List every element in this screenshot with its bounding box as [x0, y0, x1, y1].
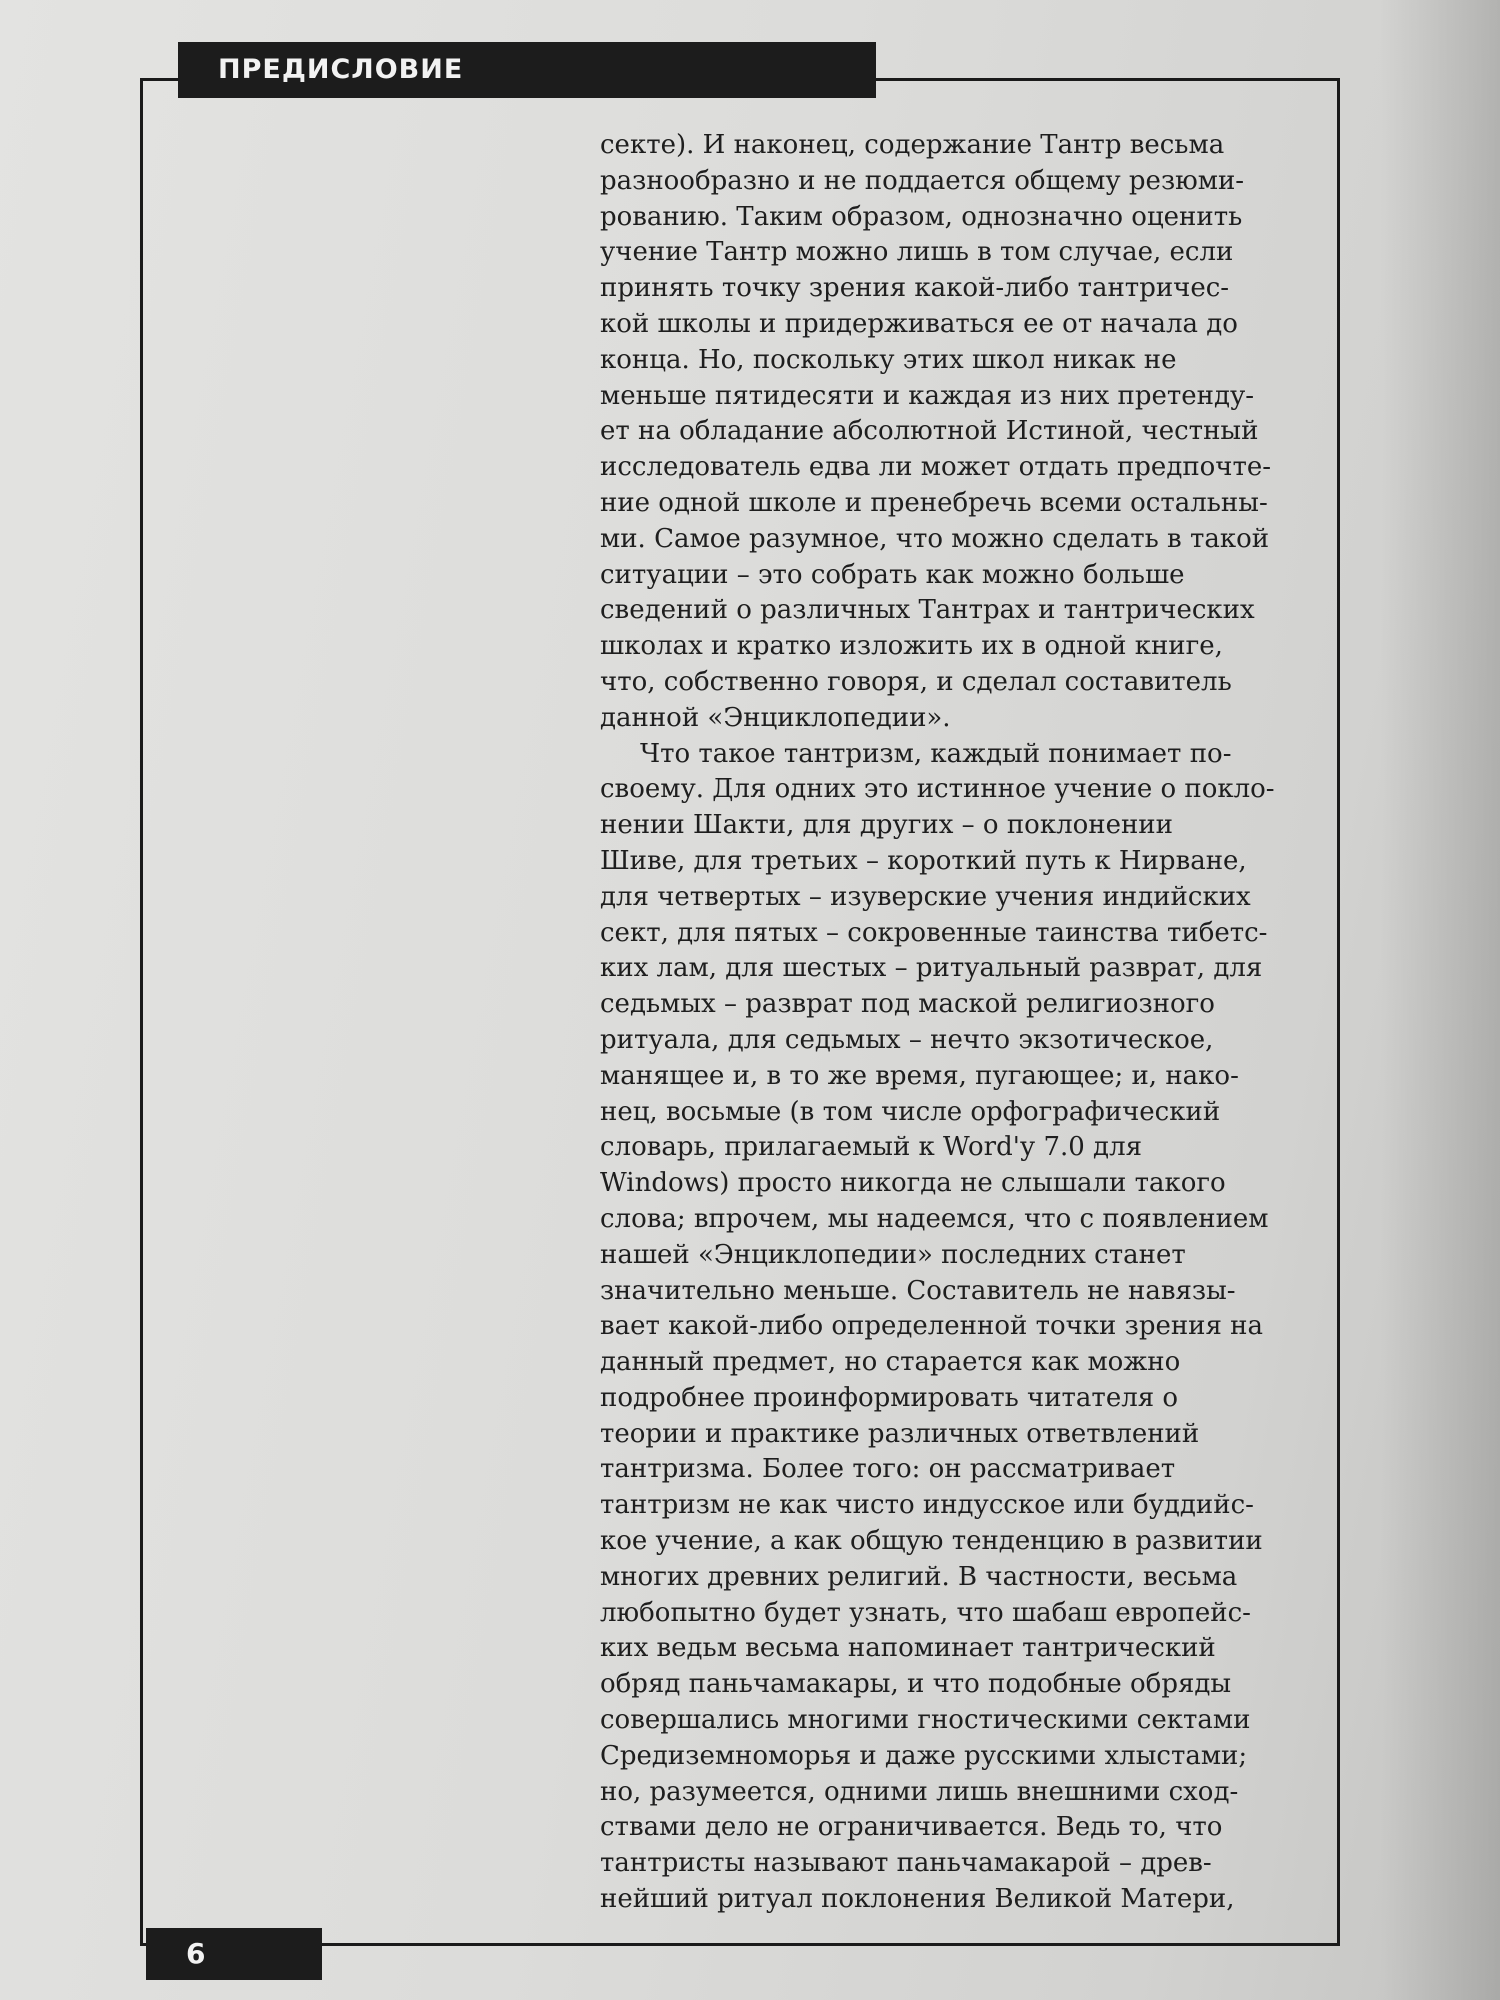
text-line: конца. Но, поскольку этих школ никак не: [600, 344, 1177, 375]
text-line: Шиве, для третьих – короткий путь к Нирване,: [600, 845, 1247, 876]
text-line: многих древних религий. В частности, весьма: [600, 1561, 1238, 1592]
text-line: данный предмет, но старается как можно: [600, 1347, 1181, 1378]
text-line: школах и кратко изложить их в одной книге,: [600, 631, 1223, 662]
text-line: ритуала, для седьмых – нечто экзотическое,: [600, 1024, 1214, 1055]
page-number-bar: [146, 1928, 322, 1980]
text-line: кое учение, а как общую тенденцию в развитии: [600, 1526, 1263, 1557]
text-line: ние одной школе и пренебречь всеми остальны-: [600, 487, 1268, 518]
text-line: секте). И наконец, содержание Тантр весьма: [600, 130, 1225, 160]
text-line: сект, для пятых – сокровенные таинства тибетс-: [600, 917, 1268, 948]
body-text-column: [600, 128, 1300, 1918]
text-line: сведений о различных Тантрах и тантрических: [600, 595, 1255, 626]
text-line: любопытно будет узнать, что шабаш европейс-: [600, 1597, 1251, 1628]
text-line: нейший ритуал поклонения Великой Матери,: [600, 1884, 1235, 1915]
text-line: значительно меньше. Составитель не навязы-: [600, 1275, 1236, 1306]
text-line: ких ведьм весьма напоминает тантрический: [600, 1633, 1216, 1664]
text-line: вает какой-либо определенной точки зрения на: [600, 1311, 1264, 1342]
text-line: тантристы называют паньчамакарой – древ-: [600, 1848, 1212, 1879]
text-line: меньше пятидесяти и каждая из них претенду-: [600, 380, 1255, 411]
text-line: обряд паньчамакары, и что подобные обряды: [600, 1669, 1232, 1700]
text-line: но, разумеется, одними лишь внешними сход-: [600, 1776, 1239, 1807]
text-line: тантризм не как чисто индусское или буддийс-: [600, 1490, 1254, 1521]
text-line: для четвертых – изуверские учения индийских: [600, 881, 1251, 912]
paragraph-first-line: Что такое тантризм, каждый понимает по-: [640, 738, 1232, 769]
text-line: подробнее проинформировать читателя о: [600, 1382, 1179, 1413]
text-line: ствами дело не ограничивается. Ведь то, что: [600, 1812, 1223, 1843]
text-line: нении Шакти, для других – о поклонении: [600, 810, 1173, 841]
text-line: рованию. Таким образом, однозначно оценить: [600, 201, 1243, 232]
section-title: ПРЕДИСЛОВИЕ: [218, 54, 464, 85]
text-line: ет на обладание абсолютной Истиной, честный: [600, 416, 1259, 447]
text-line: Windows) просто никогда не слышали такого: [600, 1168, 1226, 1199]
text-line: ми. Самое разумное, что можно сделать в такой: [600, 523, 1270, 554]
facing-page-shadow: [1380, 0, 1500, 2000]
text-line: учение Тантр можно лишь в том случае, если: [600, 237, 1234, 268]
text-line: кой школы и придерживаться ее от начала до: [600, 308, 1238, 339]
text-line: принять точку зрения какой-либо тантричес-: [600, 273, 1230, 304]
text-line: словарь, прилагаемый к Word'у 7.0 для: [600, 1132, 1142, 1163]
text-line: манящее и, в то же время, пугающее; и, нако-: [600, 1060, 1239, 1091]
text-line: исследователь едва ли может отдать предпочте-: [600, 452, 1272, 483]
text-line: разнообразно и не поддается общему резюми-: [600, 165, 1245, 196]
text-line: данной «Энциклопедии».: [600, 702, 951, 733]
text-line: нец, восьмые (в том числе орфографический: [600, 1096, 1221, 1127]
text-line: Средиземноморья и даже русскими хлыстами;: [600, 1740, 1248, 1771]
text-line: ких лам, для шестых – ритуальный разврат, для: [600, 953, 1263, 984]
text-line: своему. Для одних это истинное учение о покло-: [600, 774, 1275, 805]
text-line: слова; впрочем, мы надеемся, что с появлением: [600, 1203, 1269, 1234]
text-line: теории и практике различных ответвлений: [600, 1418, 1200, 1449]
section-header-bar: [178, 42, 876, 98]
text-line: ситуации – это собрать как можно больше: [600, 559, 1185, 590]
text-line: совершались многими гностическими сектами: [600, 1705, 1251, 1736]
text-line: тантризма. Более того: он рассматривает: [600, 1454, 1176, 1485]
page-number: 6: [186, 1937, 206, 1970]
text-line: что, собственно говоря, и сделал составитель: [600, 666, 1232, 697]
text-line: седьмых – разврат под маской религиозного: [600, 989, 1215, 1020]
text-line: нашей «Энциклопедии» последних станет: [600, 1239, 1186, 1270]
